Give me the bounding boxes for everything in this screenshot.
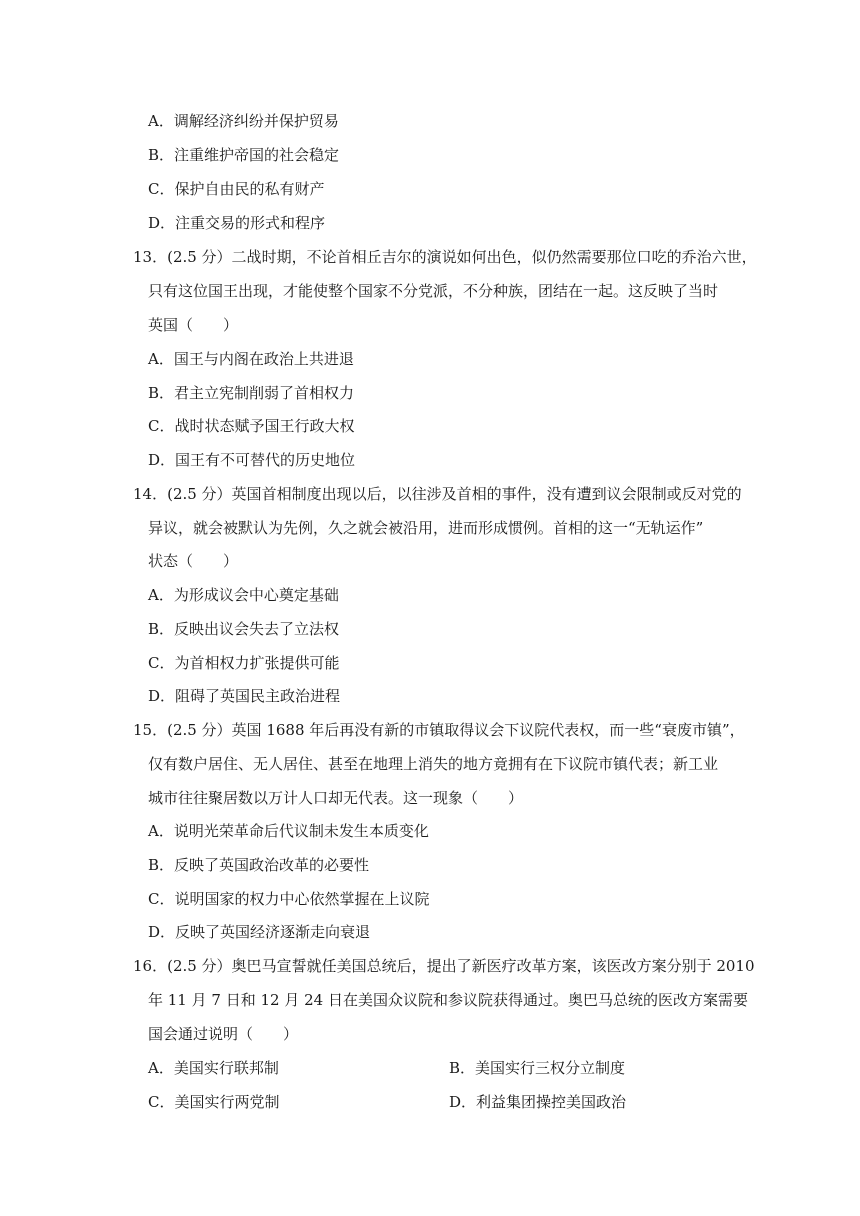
question-14-stem-line-2: 异议，就会被默认为先例，久之就会被沿用，进而形成惯例。首相的这一“无轨运作” (148, 519, 704, 537)
question-15-stem-line-1: 15．(2.5 分）英国 1688 年后再没有新的市镇取得议会下议院代表权，而一些“衰废市镇”， (133, 721, 745, 739)
option-16-d: D．利益集团操控美国政治 (449, 1093, 627, 1111)
question-13-stem-line-3: 英国（ ） (148, 316, 239, 334)
option-14-b: B．反映出议会失去了立法权 (148, 620, 340, 638)
question-13-stem-line-1: 13．(2.5 分）二战时期，不论首相丘吉尔的演说如何出色，似仍然需要那位口吃的乔治六世， (133, 248, 757, 266)
question-15-stem-line-2: 仅有数户居住、无人居住、甚至在地理上消失的地方竟拥有在下议院市镇代表；新工业 (148, 755, 719, 773)
option-13-d: D．国王有不可替代的历史地位 (148, 451, 356, 469)
option-15-b: B．反映了英国政治改革的必要性 (148, 856, 370, 874)
option-15-a: A．说明光荣革命后代议制未发生本质变化 (148, 822, 429, 840)
question-14-stem-line-1: 14．(2.5 分）英国首相制度出现以后，以往涉及首相的事件，没有遭到议会限制或反对党的 (133, 485, 742, 503)
option-12-d: D．注重交易的形式和程序 (148, 214, 326, 232)
question-16-stem-line-1: 16．(2.5 分）奥巴马宣誓就任美国总统后，提出了新医疗改革方案，该医改方案分别于 2010 (133, 957, 755, 975)
question-15-stem-line-3: 城市往往聚居数以万计人口却无代表。这一现象（ ） (148, 789, 524, 807)
question-13-stem-line-2: 只有这位国王出现，才能使整个国家不分党派，不分种族，团结在一起。这反映了当时 (148, 282, 719, 300)
option-14-c: C．为首相权力扩张提供可能 (148, 654, 340, 672)
option-15-c: C．说明国家的权力中心依然掌握在上议院 (148, 890, 430, 908)
option-13-a: A．国王与内阁在政治上共进退 (148, 350, 354, 368)
option-16-c: C．美国实行两党制 (148, 1093, 280, 1111)
question-16-stem-line-2: 年 11 月 7 日和 12 月 24 日在美国众议院和参议院获得通过。奥巴马总统的医改方案需要 (148, 991, 748, 1009)
option-13-b: B．君主立宪制削弱了首相权力 (148, 384, 355, 402)
option-14-d: D．阻碍了英国民主政治进程 (148, 687, 341, 705)
option-12-b: B．注重维护帝国的社会稳定 (148, 146, 340, 164)
option-16-a: A．美国实行联邦制 (148, 1059, 279, 1077)
option-16-b: B．美国实行三权分立制度 (449, 1059, 626, 1077)
option-12-c: C．保护自由民的私有财产 (148, 180, 325, 198)
question-16-stem-line-3: 国会通过说明（ ） (148, 1025, 299, 1043)
question-14-stem-line-3: 状态（ ） (148, 552, 239, 570)
option-14-a: A．为形成议会中心奠定基础 (148, 586, 339, 604)
option-13-c: C．战时状态赋予国王行政大权 (148, 417, 355, 435)
option-15-d: D．反映了英国经济逐渐走向衰退 (148, 923, 371, 941)
option-12-a: A．调解经济纠纷并保护贸易 (148, 112, 339, 130)
